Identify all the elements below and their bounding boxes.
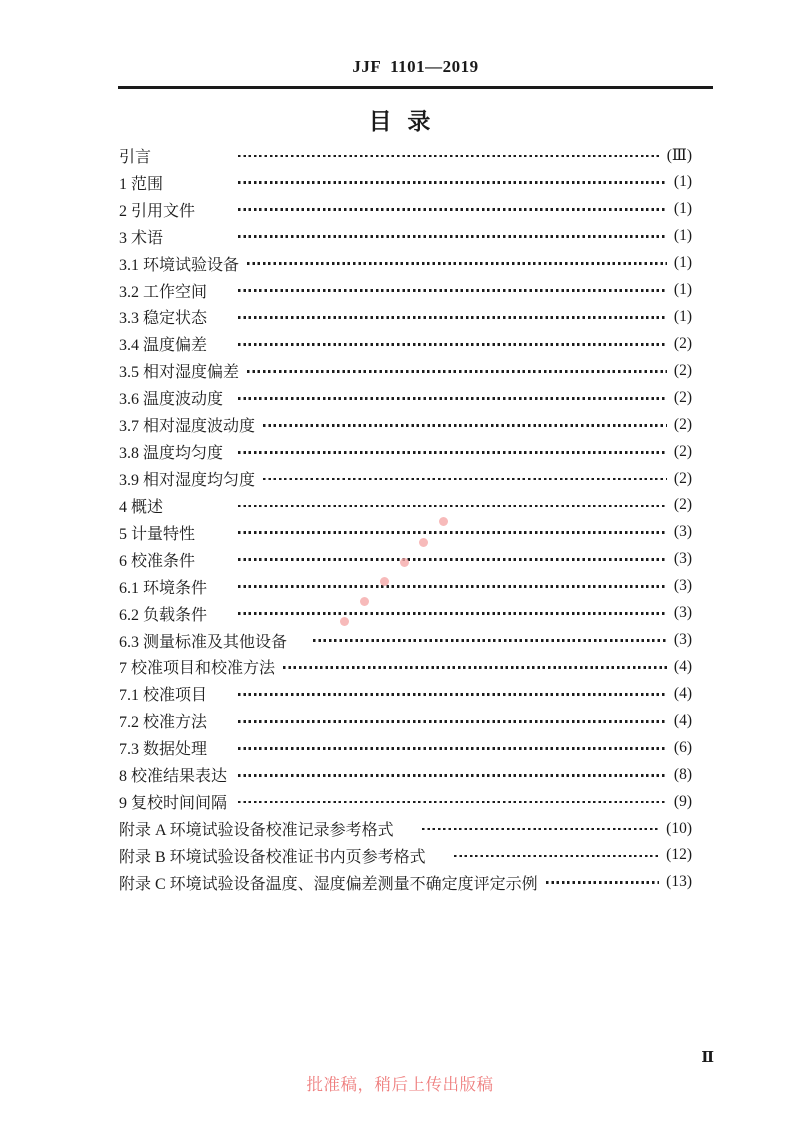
- toc-dotted-leader: [238, 397, 667, 400]
- toc-entry-page: (2): [673, 334, 692, 352]
- toc-entry: [119, 330, 692, 357]
- toc-entry-label: 3.8 温度均匀度: [119, 445, 224, 463]
- toc-entry: [119, 277, 692, 304]
- toc-dotted-leader: [238, 505, 667, 508]
- toc-entry-label: 3.1 环境试验设备: [119, 256, 240, 274]
- page-title: 目 录: [368, 108, 432, 134]
- toc-dotted-leader: [238, 558, 667, 561]
- toc-entry: [119, 546, 692, 573]
- toc-dotted-leader: [238, 155, 660, 158]
- toc-entry-label: 3.5 相对湿度偏差: [119, 364, 240, 382]
- toc-entry-label: 3.9 相对湿度均匀度: [119, 472, 256, 490]
- toc-entry-page: (2): [673, 361, 692, 379]
- toc-entry-label: 7.3 数据处理: [119, 741, 208, 759]
- toc-entry: [119, 492, 692, 519]
- toc-dotted-leader: [546, 881, 659, 884]
- toc-dotted-leader: [238, 451, 667, 454]
- toc-entry-label: 7.2 校准方法: [119, 714, 208, 732]
- toc-entry-page: (1): [673, 227, 692, 245]
- toc-entry: [119, 627, 692, 654]
- toc-entry: [119, 680, 692, 707]
- toc-entry-page: (2): [673, 496, 692, 514]
- toc-entry-page: (6): [673, 738, 692, 756]
- toc-entry-label: 引言: [119, 148, 152, 166]
- toc-entry: [119, 761, 692, 788]
- toc-entry-page: (8): [673, 765, 692, 783]
- toc-entry-page: (2): [673, 469, 692, 487]
- toc-entry-label: 附录 B 环境试验设备校准证书内页参考格式: [119, 848, 426, 866]
- toc-dotted-leader: [238, 208, 667, 211]
- toc-entry: [119, 304, 692, 331]
- toc-dotted-leader: [283, 666, 667, 669]
- toc-dotted-leader: [238, 343, 667, 346]
- toc-entry-label: 6 校准条件: [119, 552, 196, 570]
- toc-entry-label: 6.2 负载条件: [119, 606, 208, 624]
- toc-dotted-leader: [238, 612, 667, 615]
- toc-entry-label: 3 术语: [119, 229, 164, 247]
- toc-dotted-leader: [238, 585, 667, 588]
- toc-dotted-leader: [238, 693, 667, 696]
- toc-dotted-leader: [238, 316, 667, 319]
- toc-dotted-leader: [238, 801, 667, 804]
- toc-entry-label: 9 复校时间间隔: [119, 795, 228, 813]
- standard-number: JJF 1101—2019: [352, 57, 479, 76]
- toc-entry: [119, 573, 692, 600]
- toc-entry: [119, 654, 692, 681]
- toc-entry: [119, 734, 692, 761]
- folio-page-number: Ⅱ: [701, 1050, 714, 1066]
- toc-entry-page: (9): [673, 792, 692, 810]
- toc-entry-label: 3.2 工作空间: [119, 283, 208, 301]
- toc-entry-page: (1): [673, 200, 692, 218]
- toc-entry-page: (1): [673, 307, 692, 325]
- toc-dotted-leader: [238, 531, 667, 534]
- toc-entry-label: 附录 C 环境试验设备温度、湿度偏差测量不确定度评定示例: [119, 875, 538, 893]
- toc-entry-label: 4 概述: [119, 498, 164, 516]
- toc-entry-page: (2): [673, 442, 692, 460]
- toc-entry: [119, 357, 692, 384]
- toc-dotted-leader: [247, 262, 667, 265]
- toc-entry-page: (10): [666, 819, 692, 837]
- toc-dotted-leader: [238, 235, 667, 238]
- toc-entry-page: (13): [666, 873, 692, 891]
- toc-entry: [119, 600, 692, 627]
- toc-entry: [119, 169, 692, 196]
- toc-entry-label: 8 校准结果表达: [119, 768, 228, 786]
- toc-entry-label: 3.6 温度波动度: [119, 391, 224, 409]
- toc-entry: [119, 788, 692, 815]
- toc-entry-page: (4): [673, 684, 692, 702]
- toc-entry-label: 7 校准项目和校准方法: [119, 660, 276, 678]
- toc-entry-page: (3): [673, 550, 692, 568]
- toc-entry: [119, 842, 692, 869]
- toc-entry-page: (2): [673, 415, 692, 433]
- toc-entry: [119, 815, 692, 842]
- toc-entry-page: (4): [673, 657, 692, 675]
- header-rule: [118, 86, 713, 89]
- toc-entry-label: 附录 A 环境试验设备校准记录参考格式: [119, 822, 394, 839]
- toc-entry: [119, 438, 692, 465]
- toc-entry: [119, 465, 692, 492]
- toc-entry-page: (1): [673, 173, 692, 191]
- toc-dotted-leader: [422, 828, 659, 831]
- toc-entry-label: 2 引用文件: [119, 202, 196, 220]
- toc-entry-page: (12): [666, 846, 692, 864]
- toc-dotted-leader: [247, 370, 667, 373]
- toc-entry-label: 6.3 测量标准及其他设备: [119, 633, 288, 651]
- toc-entry-label: 3.3 稳定状态: [119, 310, 208, 328]
- toc-entry: [119, 411, 692, 438]
- toc-dotted-leader: [238, 774, 667, 777]
- toc-entry-label: 3.7 相对湿度波动度: [119, 418, 256, 436]
- toc-dotted-leader: [454, 855, 659, 858]
- toc-entry: [119, 707, 692, 734]
- toc-entry-page: (1): [673, 254, 692, 272]
- toc-entry-label: 3.4 温度偏差: [119, 337, 208, 355]
- toc-dotted-leader: [263, 424, 667, 427]
- toc-dotted-leader: [263, 478, 667, 481]
- toc-entry-page: (3): [673, 604, 692, 622]
- toc-entry: [119, 384, 692, 411]
- toc-dotted-leader: [238, 181, 667, 184]
- toc-entry: [119, 223, 692, 250]
- toc-entry-page: (3): [673, 523, 692, 541]
- toc-dotted-leader: [238, 289, 667, 292]
- toc-entry-label: 6.1 环境条件: [119, 579, 208, 597]
- toc-dotted-leader: [238, 747, 667, 750]
- toc-entry-page: (Ⅲ): [666, 146, 692, 164]
- toc-entry-page: (1): [673, 281, 692, 299]
- toc-dotted-leader: [238, 720, 667, 723]
- toc-entry: [119, 250, 692, 277]
- toc-entry-page: (3): [673, 577, 692, 595]
- toc-entry: [119, 196, 692, 223]
- toc-entry: [119, 869, 692, 896]
- toc-entry-page: (3): [673, 631, 692, 649]
- approval-watermark-text: 批准稿，稍后上传出版稿: [306, 1075, 494, 1094]
- toc-entry: [119, 519, 692, 546]
- toc-list: [119, 142, 692, 896]
- toc-entry-label: 5 计量特性: [119, 525, 196, 543]
- toc-entry-page: (4): [673, 711, 692, 729]
- toc-dotted-leader: [313, 639, 667, 642]
- toc-entry-label: 1 范围: [119, 175, 164, 193]
- toc-entry: [119, 142, 692, 169]
- toc-entry-label: 7.1 校准项目: [119, 687, 208, 705]
- toc-entry-page: (2): [673, 388, 692, 406]
